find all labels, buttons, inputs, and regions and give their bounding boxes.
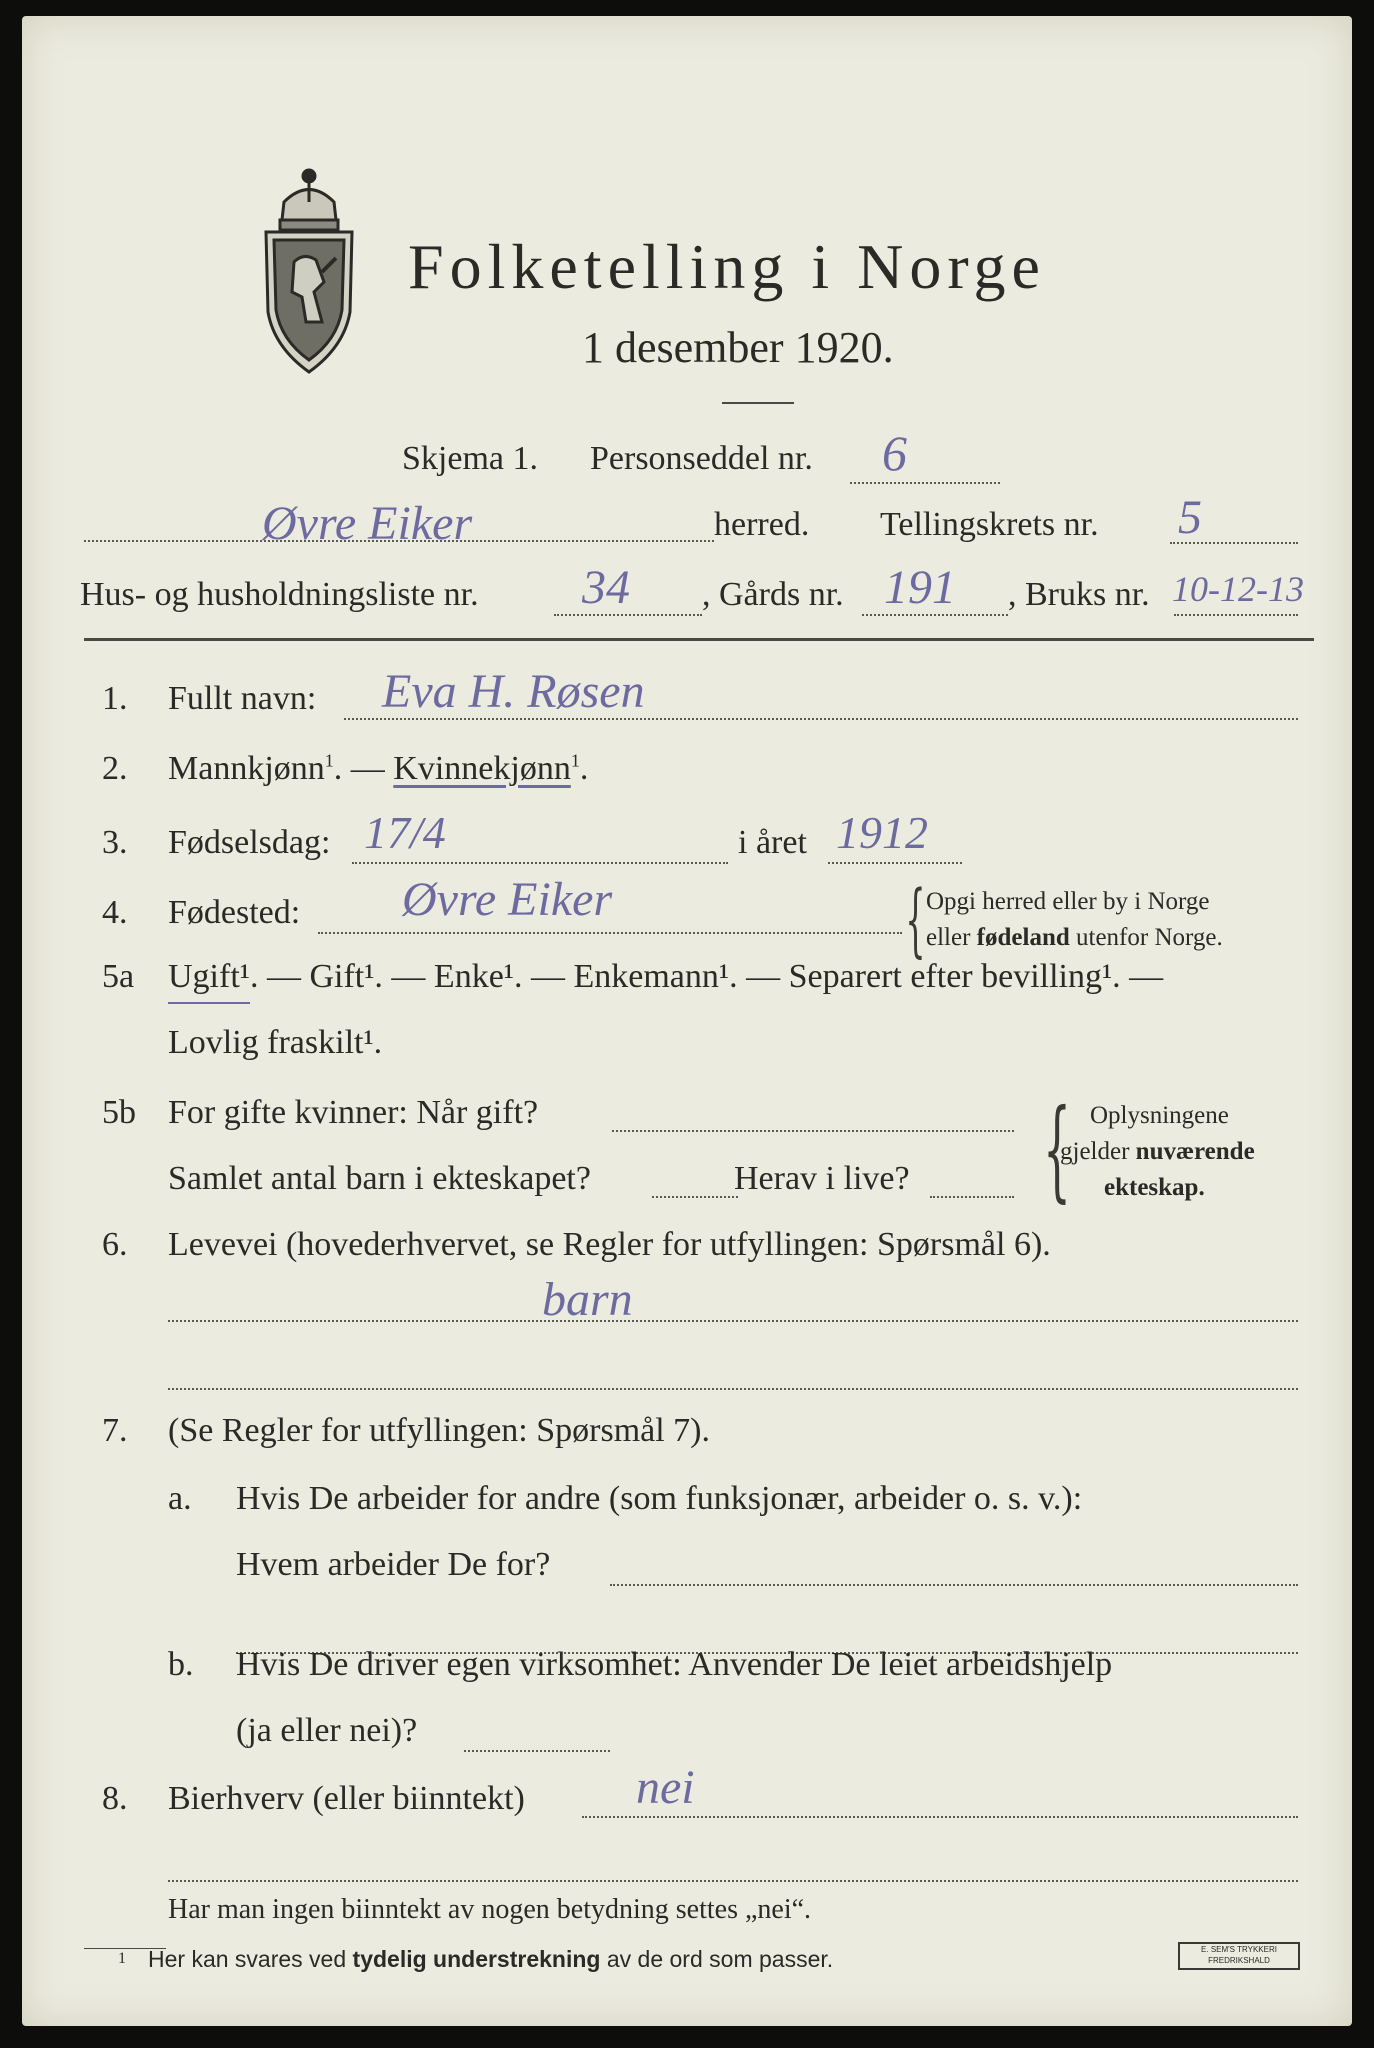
- q4-note-line2: eller fødeland utenfor Norge.: [926, 924, 1223, 951]
- skjema-label: Skjema 1.: [402, 440, 538, 477]
- q4-note-line1: Opgi herred eller by i Norge: [926, 888, 1210, 915]
- coat-of-arms-icon: [244, 162, 374, 382]
- q1-value[interactable]: Eva H. Røsen: [382, 665, 645, 718]
- q7a-answer-line1: [610, 1584, 1298, 1586]
- q7-label: (Se Regler for utfyllingen: Spørsmål 7).: [168, 1412, 711, 1449]
- q7b-answer-line: [464, 1750, 610, 1752]
- q5b-alive-label: Herav i live?: [734, 1160, 910, 1197]
- q2-option-male[interactable]: Mannkjønn: [168, 750, 325, 787]
- q7a-line2: Hvem arbeider De for?: [236, 1546, 551, 1583]
- q5b-brace: {: [1043, 1085, 1071, 1213]
- herred-label: herred.: [714, 506, 810, 543]
- footnote-mark: 1: [118, 1950, 126, 1967]
- q4-number: 4.: [102, 894, 128, 931]
- q7a-line1: Hvis De arbeider for andre (som funksjonær, arbeider o. s. v.):: [236, 1480, 1083, 1517]
- q5b-note-line1: Oplysningene: [1090, 1102, 1229, 1129]
- q5b-note-line3: ekteskap.: [1104, 1174, 1205, 1201]
- biinntekt-note: Har man ingen biinntekt av nogen betydning settes „nei“.: [168, 1894, 812, 1925]
- q7b-line2: (ja eller nei)?: [236, 1712, 418, 1749]
- bruks-label: , Bruks nr.: [1008, 576, 1150, 613]
- q4-value[interactable]: Øvre Eiker: [402, 873, 613, 926]
- form-date: 1 desember 1920.: [582, 323, 894, 372]
- bruks-line: [1174, 614, 1298, 616]
- gards-value[interactable]: 191: [884, 561, 956, 614]
- gards-label: , Gårds nr.: [702, 576, 844, 613]
- q4-brace: {: [905, 873, 926, 966]
- form-title: Folketelling i Norge: [408, 231, 1046, 302]
- q2-option-female[interactable]: Kvinnekjønn: [393, 750, 571, 787]
- personseddel-value[interactable]: 6: [882, 425, 907, 481]
- personseddel-line: [850, 482, 1000, 484]
- tellingskrets-value[interactable]: 5: [1178, 491, 1202, 544]
- q6-value[interactable]: barn: [542, 1273, 633, 1326]
- q3-year-label: i året: [738, 824, 807, 861]
- hus-label: Hus- og husholdningsliste nr.: [80, 576, 479, 613]
- q6-number: 6.: [102, 1226, 128, 1263]
- q2-options: Mannkjønn$^1$. — Kvinnekjønn$^1$.: [168, 750, 589, 787]
- q5b-line1-label: For gifte kvinner: Når gift?: [168, 1094, 539, 1131]
- q5b-children-label: Samlet antal barn i ekteskapet?: [168, 1160, 591, 1197]
- q5b-note-line2: gjelder nuværende: [1060, 1138, 1255, 1165]
- q7a-letter: a.: [168, 1480, 192, 1517]
- census-form: [22, 16, 1352, 2026]
- q1-number: 1.: [102, 680, 128, 717]
- personseddel-label: Personseddel nr.: [590, 440, 813, 477]
- q3-year-value[interactable]: 1912: [836, 807, 928, 858]
- q6-label: Levevei (hovederhvervet, se Regler for utfyllingen: Spørsmål 6).: [168, 1226, 1051, 1263]
- q8-number: 8.: [102, 1780, 128, 1817]
- q5b-children-line: [652, 1196, 738, 1198]
- q4-line: [318, 932, 902, 934]
- q5a-ugift-underline: [168, 1002, 250, 1004]
- q8-label: Bierhverv (eller biinntekt): [168, 1780, 525, 1817]
- q3-year-line: [828, 862, 962, 864]
- q8-value[interactable]: nei: [636, 1761, 695, 1814]
- q7b-line1: Hvis De driver egen virksomhet: Anvender De leiet arbeidshjelp: [236, 1646, 1113, 1683]
- q3-label: Fødselsdag:: [168, 824, 331, 861]
- q7b-letter: b.: [168, 1646, 194, 1683]
- q2-number: 2.: [102, 750, 128, 787]
- q4-label: Fødested:: [168, 894, 301, 931]
- q3-number: 3.: [102, 824, 128, 861]
- q5a-number: 5a: [102, 958, 135, 995]
- q1-label: Fullt navn:: [168, 680, 317, 717]
- q5a-options-line1[interactable]: Ugift¹. — Gift¹. — Enke¹. — Enkemann¹. — Separert efter bevilling¹. —: [168, 958, 1164, 995]
- header-separator: [84, 638, 1314, 641]
- tellingskrets-label: Tellingskrets nr.: [880, 506, 1099, 543]
- bruks-value[interactable]: 10-12-13: [1172, 569, 1304, 609]
- footnote-text: Her kan svares ved tydelig understrekning av de ord som passer.: [148, 1946, 834, 1972]
- q6-line1: [168, 1320, 1298, 1322]
- q3-line: [352, 862, 728, 864]
- hus-value[interactable]: 34: [582, 561, 630, 614]
- q8-line2: [168, 1880, 1298, 1882]
- q5b-married-line: [612, 1130, 1014, 1132]
- q5b-number: 5b: [102, 1094, 136, 1131]
- herred-value[interactable]: Øvre Eiker: [262, 497, 473, 550]
- q3-value[interactable]: 17/4: [364, 807, 446, 858]
- q5a-options-line2[interactable]: Lovlig fraskilt¹.: [168, 1024, 383, 1061]
- title-divider: [722, 402, 794, 404]
- q8-line: [582, 1816, 1298, 1818]
- printer-stamp: E. SEM'S TRYKKERI FREDRIKSHALD: [1178, 1942, 1300, 1970]
- q5b-alive-line: [930, 1196, 1014, 1198]
- q7-number: 7.: [102, 1412, 128, 1449]
- q6-line2: [168, 1388, 1298, 1390]
